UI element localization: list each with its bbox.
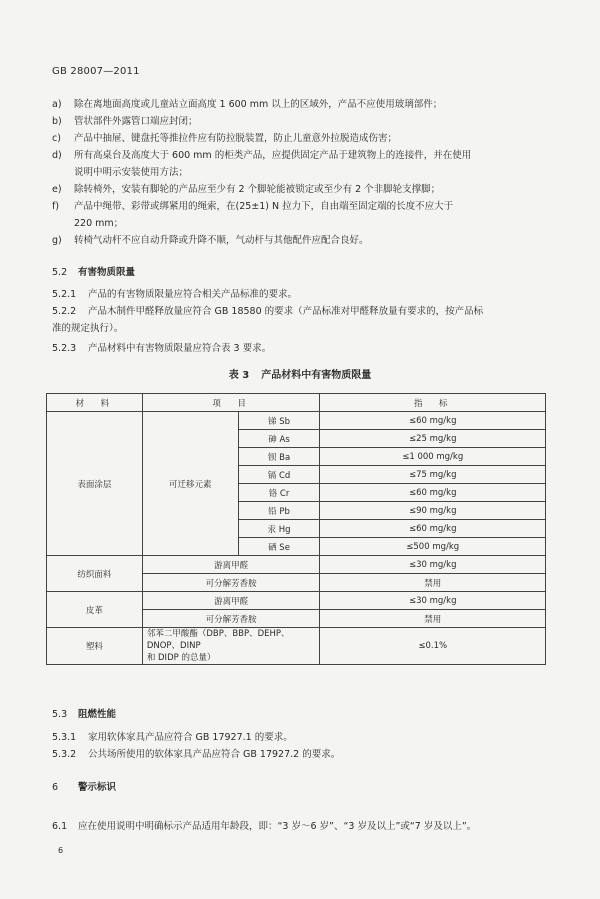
list-item [52, 113, 552, 130]
clause-text: 准的规定执行）。 [52, 323, 124, 334]
limit-cell: ≤25 mg/kg [320, 430, 546, 448]
table-header-row [47, 394, 546, 412]
item-cell: 游离甲醛 [142, 556, 320, 574]
element-cell: 镉 Cd [238, 466, 320, 484]
limit-cell: ≤60 mg/kg [320, 520, 546, 538]
list-item-continuation [52, 164, 552, 181]
clause-5-2-2 [52, 303, 550, 320]
table-number: 表 3 [228, 370, 250, 381]
requirements-list [52, 96, 552, 249]
list-item [52, 181, 552, 198]
limit-cell: ≤75 mg/kg [320, 466, 546, 484]
table-row [47, 556, 546, 574]
element-cell: 锑 Sb [238, 412, 320, 430]
list-item [52, 147, 552, 164]
table-row [47, 592, 546, 610]
clause-number: 5.2.3 [52, 343, 77, 354]
clause-number: 5.3.2 [52, 749, 77, 760]
element-cell: 铬 Cr [238, 484, 320, 502]
item-cell: 可迁移元素 [142, 412, 238, 556]
limit-cell: ≤0.1% [320, 628, 546, 665]
clause-5-3-2 [52, 746, 550, 763]
limit-cell: ≤30 mg/kg [320, 592, 546, 610]
limit-cell: ≤60 mg/kg [320, 412, 546, 430]
clause-5-2-1 [52, 286, 550, 303]
table-title: 产品材料中有害物质限量 [261, 370, 372, 381]
material-cell: 皮革 [47, 592, 143, 628]
list-item-text: 220 mm； [74, 218, 124, 229]
clause-text: 家用软体家具产品应符合 GB 17927.1 的要求。 [88, 732, 293, 743]
item-line: 和 DIDP 的总量） [146, 653, 216, 663]
material-cell: 塑料 [47, 628, 143, 665]
section-number: 5.2 [52, 267, 68, 278]
clause-number: 6.1 [52, 821, 68, 832]
clause-5-2-3 [52, 340, 550, 357]
table-row [47, 628, 546, 665]
section-heading-6 [52, 779, 116, 793]
clause-number: 5.2.1 [52, 289, 77, 300]
table-row [47, 412, 546, 430]
hazardous-substances-table [46, 393, 546, 665]
document-code: GB 28007—2011 [52, 66, 140, 77]
element-cell: 硒 Se [238, 538, 320, 556]
element-cell: 汞 Hg [238, 520, 320, 538]
element-cell: 铅 Pb [238, 502, 320, 520]
clause-text: 产品木制件甲醛释放量应符合 GB 18580 的要求（产品标准对甲醛释放量有要求的，按产品标 [88, 306, 484, 317]
section-heading-5-3 [52, 706, 116, 720]
list-item-text: 除在离地面高度或儿童站立面高度 1 600 mm 以上的区域外，产品不应使用玻璃部件； [74, 99, 443, 110]
section-number: 6 [52, 782, 59, 793]
list-item [52, 130, 552, 147]
limit-cell: ≤500 mg/kg [320, 538, 546, 556]
limit-cell: ≤30 mg/kg [320, 556, 546, 574]
clause-5-2-2-continuation [52, 320, 550, 337]
limit-cell: ≤1 000 mg/kg [320, 448, 546, 466]
column-header-index: 指 标 [320, 394, 546, 412]
clause-text: 应在使用说明中明确标示产品适用年龄段，即：“3 岁～6 岁”、“3 岁及以上”或“7 岁及以上”。 [78, 821, 477, 832]
list-item-text: 管状部件外露管口端应封闭； [74, 116, 198, 127]
item-cell: 可分解芳香胺 [142, 574, 320, 592]
clause-number: 5.2.2 [52, 306, 77, 317]
column-header-material: 材 料 [47, 394, 143, 412]
list-item-text: 产品中抽屉、键盘托等推拉件应有防拉脱装置，防止儿童意外拉脱造成伤害； [74, 133, 398, 144]
list-item-tag: c) [52, 133, 61, 144]
list-item-continuation [52, 215, 552, 232]
list-item-tag: g) [52, 235, 62, 246]
section-number: 5.3 [52, 709, 68, 720]
list-item [52, 96, 552, 113]
limit-cell: ≤60 mg/kg [320, 484, 546, 502]
list-item-tag: f) [52, 201, 60, 212]
page-number: 6 [58, 846, 64, 855]
clause-number: 5.3.1 [52, 732, 77, 743]
section-heading-5-2 [52, 264, 135, 278]
list-item-tag: b) [52, 116, 62, 127]
list-item-text: 所有高桌台及高度大于 600 mm 的柜类产品，应提供固定产品于建筑物上的连接件，并在使用 [74, 150, 472, 161]
item-cell [142, 628, 320, 665]
element-cell: 砷 As [238, 430, 320, 448]
item-cell: 可分解芳香胺 [142, 610, 320, 628]
list-item-text: 说明中明示安装使用方法； [74, 167, 189, 178]
clause-5-3-1 [52, 729, 550, 746]
section-title: 阻燃性能 [78, 709, 117, 720]
clause-text: 公共场所使用的软体家具产品应符合 GB 17927.2 的要求。 [88, 749, 341, 760]
material-cell: 纺织面料 [47, 556, 143, 592]
list-item-text: 产品中绳带、彩带或绑紧用的绳索，在(25±1) N 拉力下，自由端至固定端的长度不应大于 [74, 201, 454, 212]
list-item-text: 转椅气动杆不应自动升降或升降不顺，气动杆与其他配件应配合良好。 [74, 235, 369, 246]
item-line: 邻苯二甲酸酯（DBP、BBP、DEHP、DNOP、DINP [146, 629, 290, 651]
list-item [52, 198, 552, 215]
list-item [52, 232, 552, 249]
list-item-tag: d) [52, 150, 62, 161]
limit-cell: 禁用 [320, 574, 546, 592]
section-title: 有害物质限量 [78, 267, 136, 278]
limit-cell: ≤90 mg/kg [320, 502, 546, 520]
list-item-tag: a) [52, 99, 62, 110]
material-cell: 表面涂层 [47, 412, 143, 556]
list-item-text: 除转椅外，安装有脚轮的产品应至少有 2 个脚轮能被锁定或至少有 2 个非脚轮支撑脚； [74, 184, 441, 195]
item-cell: 游离甲醛 [142, 592, 320, 610]
clause-text: 产品的有害物质限量应符合相关产品标准的要求。 [88, 289, 298, 300]
table-caption [0, 366, 600, 381]
list-item-tag: e) [52, 184, 62, 195]
clause-6-1 [52, 818, 550, 835]
limit-cell: 禁用 [320, 610, 546, 628]
section-title: 警示标识 [78, 782, 117, 793]
element-cell: 钡 Ba [238, 448, 320, 466]
column-header-item: 项 目 [142, 394, 320, 412]
clause-text: 产品材料中有害物质限量应符合表 3 要求。 [88, 343, 272, 354]
